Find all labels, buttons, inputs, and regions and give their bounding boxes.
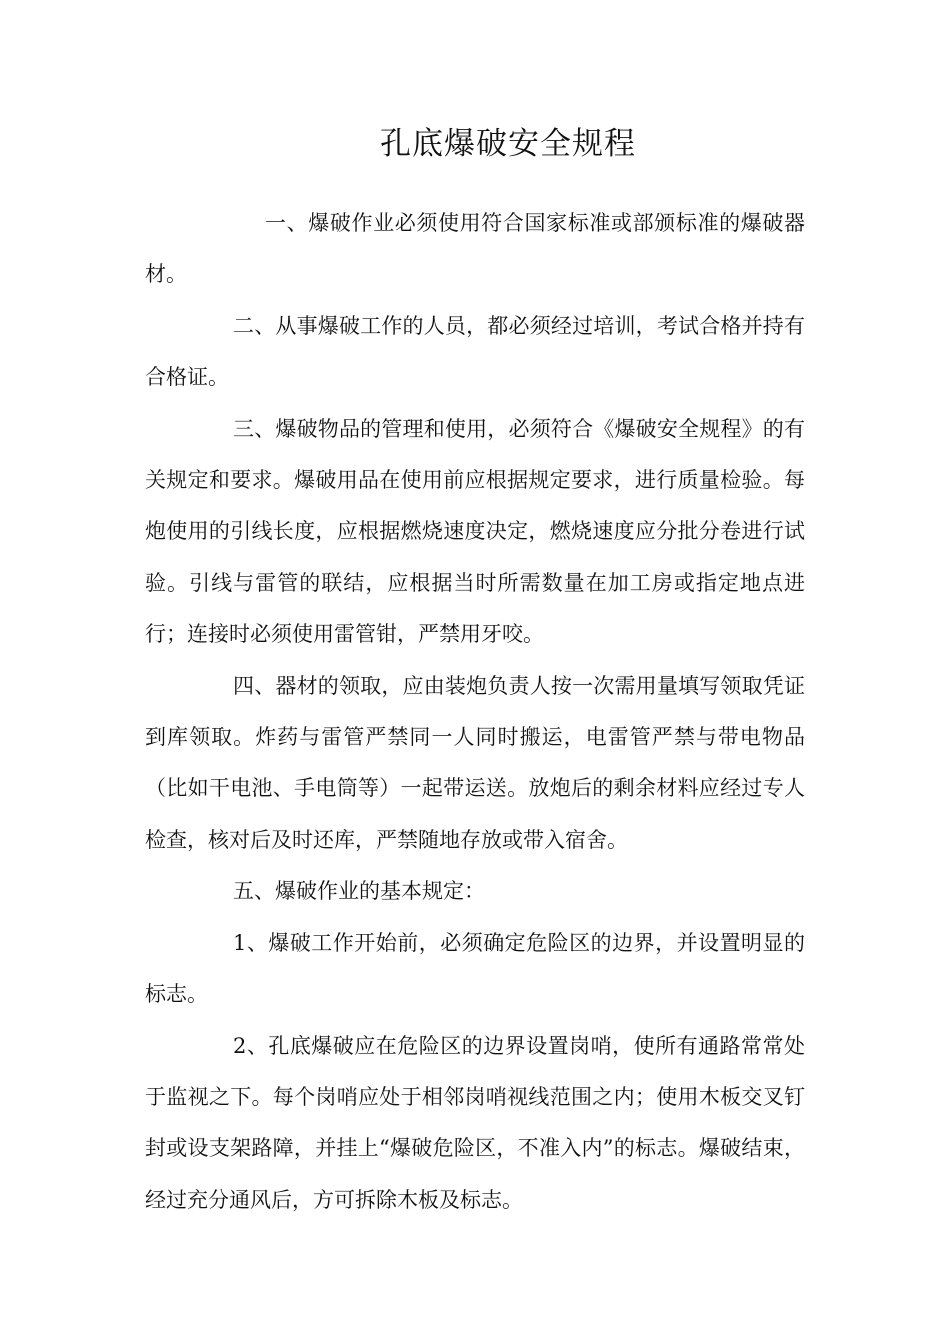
document-body [145,198,805,1226]
paragraph-1: 一、爆破作业必须使用符合国家标准或部颁标准的爆破器材。 [145,211,805,287]
paragraph-3: 三、爆破物品的管理和使用，必须符合《爆破安全规程》的有关规定和要求。爆破用品在使用前应根据规定要求，进行质量检验。每炮使用的引线长度，应根据燃烧速度决定，燃烧速度应分批分卷进行试验。引线与雷管的联结，应根据当时所需数量在加工房或指定地点进行；连接时必须使用雷管钳，严禁用牙咬。 [145,416,805,647]
document-title: 孔底爆破安全规程 [380,126,636,162]
paragraph-2: 二、从事爆破工作的人员，都必须经过培训，考试合格并持有合格证。 [145,313,805,390]
paragraph-5: 五、爆破作业的基本规定： [233,879,485,904]
paragraph-6: 1、爆破工作开始前，必须确定危险区的边界，并设置明显的标志。 [145,930,805,1007]
paragraph-7: 2、孔底爆破应在危险区的边界设置岗哨，使所有通路常常处于监视之下。每个岗哨应处于相邻岗哨视线范围之内；使用木板交叉钉封或设支架路障，并挂上“爆破危险区，不准入内”的标志。爆破结束，经过充分通风后，方可拆除木板及标志。 [145,1033,805,1212]
paragraph-4: 四、器材的领取，应由装炮负责人按一次需用量填写领取凭证到库领取。炸药与雷管严禁同一人同时搬运，电雷管严禁与带电物品（比如干电池、手电筒等）一起带运送。放炮后的剩余材料应经过专人检查，核对后及时还库，严禁随地存放或带入宿舍。 [145,673,805,852]
